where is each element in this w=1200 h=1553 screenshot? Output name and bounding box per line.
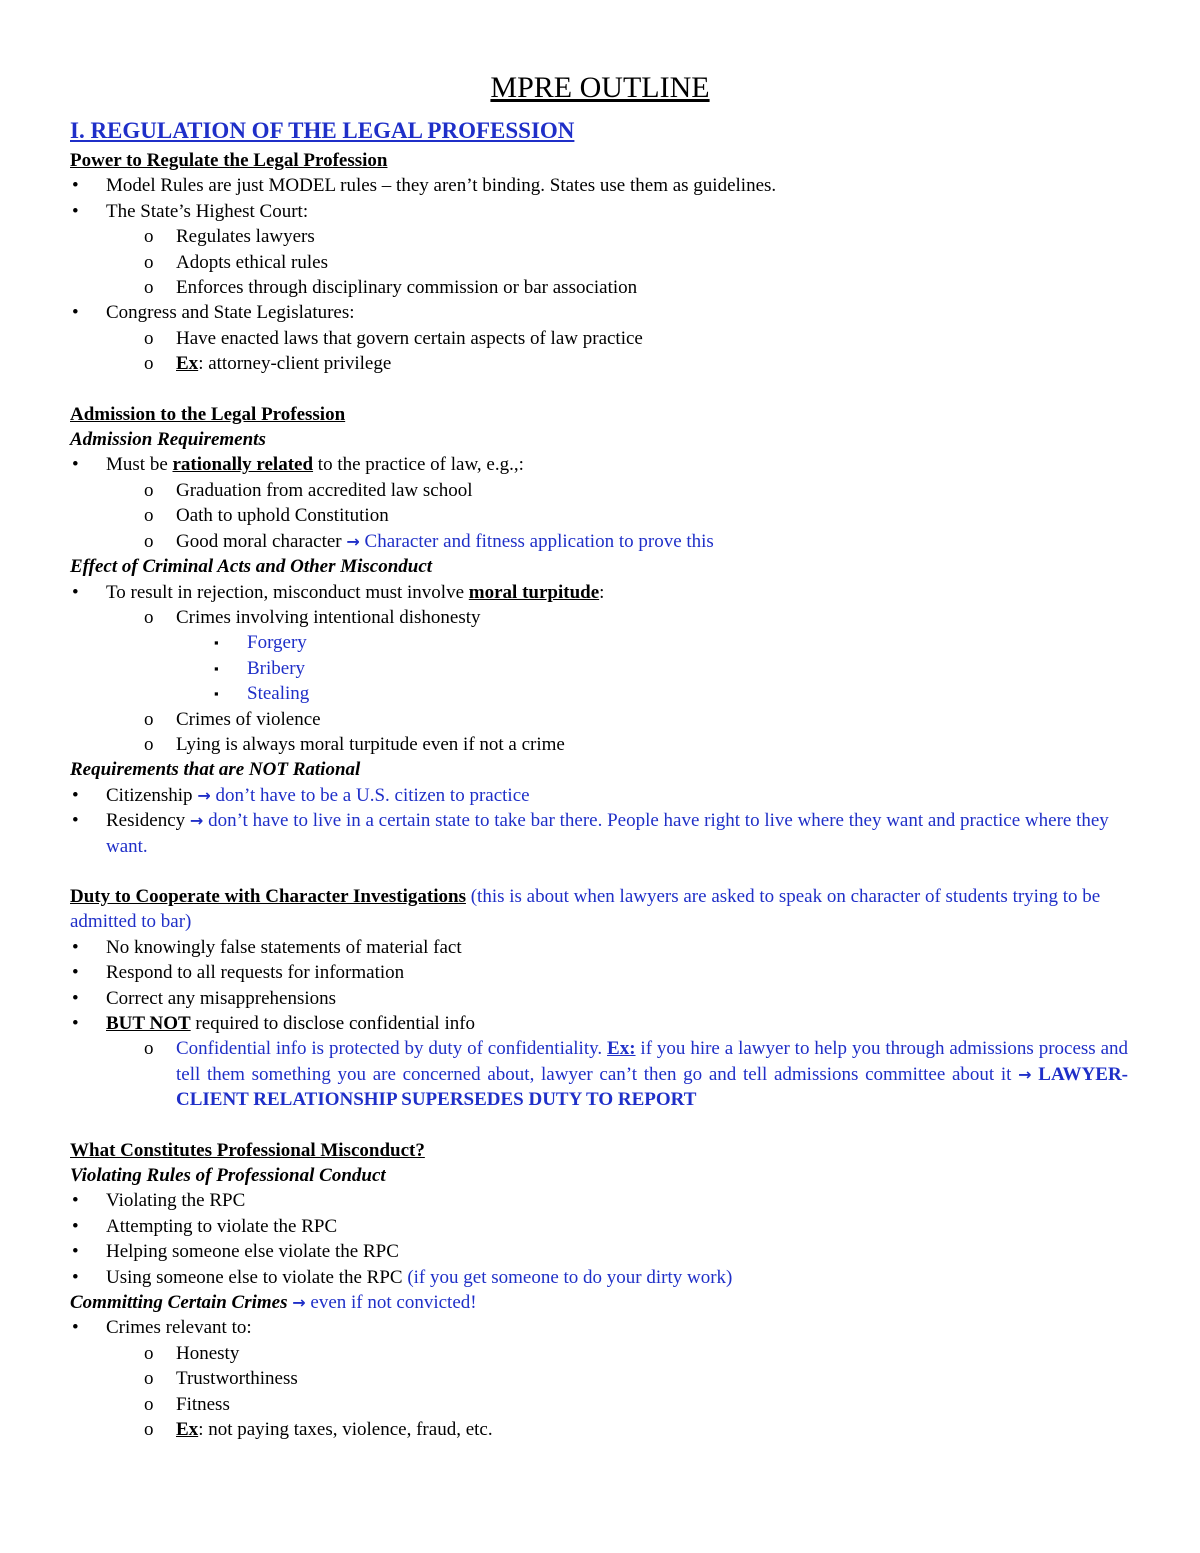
list-item: • Attempting to violate the RPC [70, 1214, 1130, 1239]
bullet-icon: • [72, 1266, 79, 1288]
list-item: • BUT NOT required to disclose confidential info [70, 1011, 1130, 1036]
square-bullet-icon: ▪ [214, 686, 219, 702]
example-label: Ex [176, 353, 199, 375]
arrow-right-icon: → [292, 1293, 306, 1313]
arrow-right-icon: → [197, 785, 211, 805]
not-rational-list [70, 783, 1130, 859]
section-heading: I. REGULATION OF THE LEGAL PROFESSION [70, 118, 575, 143]
bullet-icon: • [72, 1215, 79, 1237]
list-item: o Crimes of violence [70, 707, 1130, 732]
circle-bullet-icon: o [144, 1368, 154, 1390]
power-heading: Power to Regulate the Legal Profession [70, 150, 388, 171]
circle-bullet-icon: o [144, 327, 154, 349]
list-item: • Model Rules are just MODEL rules – they aren’t binding. States use them as guidelines. [70, 173, 1130, 198]
list-item: • To result in rejection, misconduct must involve moral turpitude: [70, 580, 1130, 605]
duty-heading: Duty to Cooperate with Character Investigations [70, 885, 466, 907]
list-item: ▪ Stealing [70, 681, 1130, 706]
list-item: o Crimes involving intentional dishonesty [70, 605, 1130, 630]
bullet-icon: • [72, 1241, 79, 1263]
criminal-acts-list [70, 580, 1130, 758]
arrow-right-icon: → [189, 811, 204, 831]
list-item: • No knowingly false statements of material fact [70, 935, 1130, 960]
list-item: • Correct any misapprehensions [70, 986, 1130, 1011]
circle-bullet-icon: o [144, 277, 154, 299]
crimes-list [70, 1315, 1130, 1442]
list-item: • Residency → don’t have to live in a certain state to take bar there. People have right to live where they want and practice where they want. [72, 810, 1109, 857]
list-item: • The State’s Highest Court: [70, 199, 1130, 224]
circle-bullet-icon: o [144, 1419, 154, 1441]
bullet-icon: • [72, 175, 79, 197]
bullet-icon: • [72, 962, 79, 984]
bullet-icon: • [72, 581, 79, 603]
circle-bullet-icon: o [144, 606, 154, 628]
bullet-icon: • [72, 784, 79, 806]
list-item: o Good moral character → Character and fitness application to prove this [70, 529, 1130, 554]
list-item: o Confidential info is protected by duty of confidentiality. Ex: if you hire a lawyer to help you through admissions process and tell them something you are concerned about, lawyer can’t then go and tell admissions committee about it → LAWYER-CLIENT RELATIONSHIP SUPERSEDES DUTY TO REPORT [144, 1038, 1128, 1111]
arrow-right-icon: → [1018, 1064, 1032, 1084]
list-item: • Helping someone else violate the RPC [70, 1239, 1130, 1264]
admission-requirements-heading: Admission Requirements [70, 429, 266, 451]
list-item: ▪ Forgery [70, 630, 1130, 655]
spacer [70, 377, 1130, 402]
list-item: • Respond to all requests for information [70, 960, 1130, 985]
duty-heading-note: (this is about when lawyers are asked to speak on character of students trying to be admitted to bar) [70, 885, 1101, 933]
list-item: o Graduation from accredited law school [70, 478, 1130, 503]
list-item: • Citizenship → don’t have to be a U.S. citizen to practice [70, 783, 1130, 808]
list-item: • Must be rationally related to the practice of law, e.g.,: [70, 452, 1130, 477]
circle-bullet-icon: o [144, 1038, 154, 1060]
crimes-heading-note: even if not convicted! [310, 1292, 477, 1314]
duty-list [70, 935, 1130, 1113]
power-list [70, 173, 1130, 376]
bullet-icon: • [72, 1190, 79, 1212]
list-item: o Ex: attorney-client privilege [70, 351, 1130, 376]
circle-bullet-icon: o [144, 353, 154, 375]
list-item: o Enforces through disciplinary commission or bar association [70, 275, 1130, 300]
not-rational-heading: Requirements that are NOT Rational [70, 759, 361, 781]
list-item: ▪ Bribery [70, 656, 1130, 681]
bullet-icon: • [72, 454, 79, 476]
list-item: o Honesty [70, 1341, 1130, 1366]
square-bullet-icon: ▪ [214, 635, 219, 651]
bullet-icon: • [72, 200, 79, 222]
list-item: o Oath to uphold Constitution [70, 503, 1130, 528]
list-item: • Congress and State Legislatures: [70, 300, 1130, 325]
bullet-icon: • [72, 1317, 79, 1339]
criminal-acts-heading: Effect of Criminal Acts and Other Misconduct [70, 556, 433, 578]
list-item: o Lying is always moral turpitude even if not a crime [70, 732, 1130, 757]
bullet-icon: • [72, 936, 79, 958]
list-item: o Have enacted laws that govern certain aspects of law practice [70, 326, 1130, 351]
bullet-icon: • [72, 1013, 79, 1034]
crimes-heading: Committing Certain Crimes [70, 1292, 293, 1314]
misconduct-heading: What Constitutes Professional Misconduct? [70, 1139, 425, 1161]
admission-heading: Admission to the Legal Profession [70, 403, 346, 425]
rpc-heading: Violating Rules of Professional Conduct [70, 1165, 386, 1187]
list-item: o Adopts ethical rules [70, 250, 1130, 275]
example-label: Ex [176, 1419, 199, 1441]
circle-bullet-icon: o [144, 226, 154, 248]
arrow-right-icon: → [346, 531, 360, 551]
circle-bullet-icon: o [144, 505, 154, 527]
circle-bullet-icon: o [144, 479, 154, 501]
list-item: o Fitness [70, 1392, 1130, 1417]
admission-requirements-list [70, 452, 1130, 554]
circle-bullet-icon: o [144, 251, 154, 273]
spacer [70, 1113, 1130, 1138]
list-item: o Ex: not paying taxes, violence, fraud, etc. [70, 1417, 1130, 1442]
bullet-icon: • [72, 302, 79, 324]
square-bullet-icon: ▪ [214, 660, 219, 676]
spacer [70, 859, 1130, 884]
list-item: o Trustworthiness [70, 1366, 1130, 1391]
list-item: o Regulates lawyers [70, 224, 1130, 249]
rpc-list [70, 1188, 1130, 1290]
list-item: • Crimes relevant to: [70, 1315, 1130, 1340]
document-title: MPRE OUTLINE [490, 71, 710, 104]
bullet-icon: • [72, 987, 79, 1009]
bullet-icon: • [72, 810, 79, 832]
duty-heading-line [70, 884, 1130, 935]
circle-bullet-icon: o [144, 1393, 154, 1415]
circle-bullet-icon: o [144, 1342, 154, 1364]
circle-bullet-icon: o [144, 733, 154, 755]
circle-bullet-icon: o [144, 708, 154, 730]
crimes-heading-line [70, 1290, 1130, 1315]
list-item: • Violating the RPC [70, 1188, 1130, 1213]
list-item: • Using someone else to violate the RPC (if you get someone to do your dirty work) [70, 1265, 1130, 1290]
circle-bullet-icon: o [144, 530, 154, 552]
